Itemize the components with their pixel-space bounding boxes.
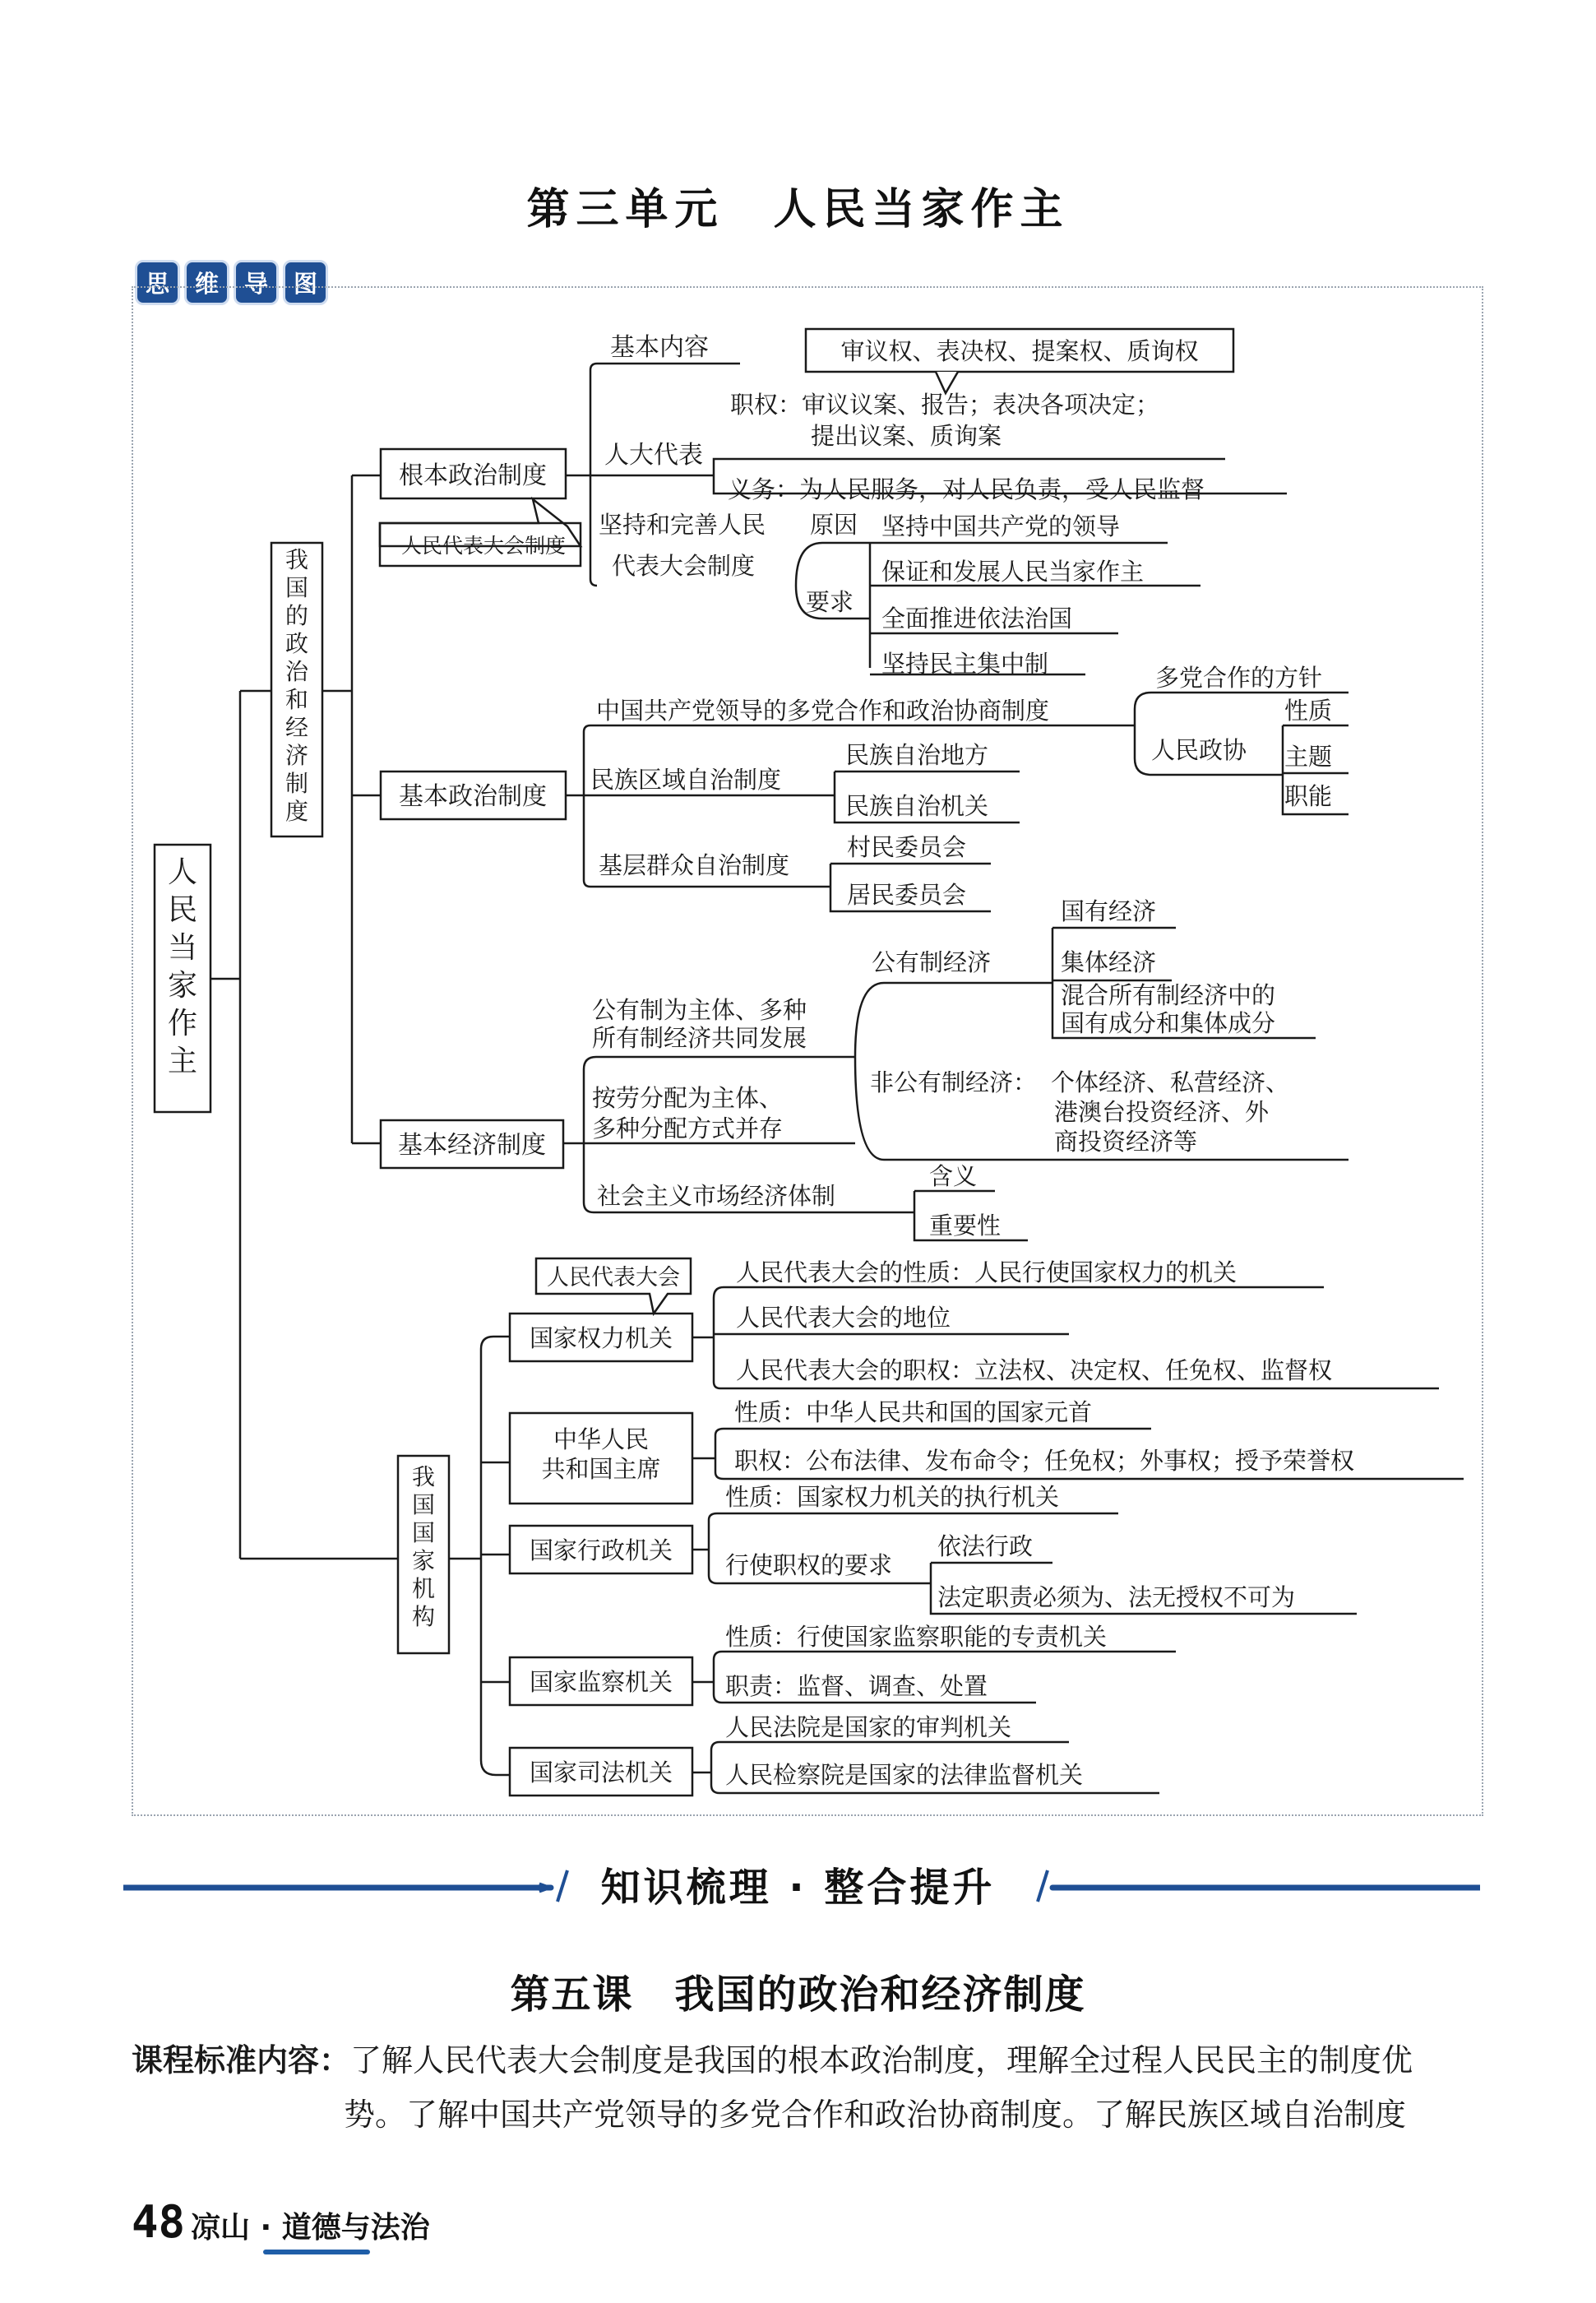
deputies-label: 人大代表: [604, 441, 703, 470]
distribution-line1: 按劳分配为主体、: [592, 1084, 784, 1112]
fundamental-political-node: [380, 449, 581, 566]
ownership-line2: 所有制经济共同发展: [592, 1024, 807, 1052]
vertical-char: 度: [285, 798, 309, 825]
badge-char: 维: [184, 260, 229, 305]
basic-content-label: 基本内容: [610, 333, 709, 362]
power-organ-node: [510, 1258, 692, 1361]
curriculum-line-1: [132, 2038, 1484, 2083]
vertical-char: 和: [285, 686, 309, 713]
vertical-char: 人: [167, 855, 198, 889]
node-label: 基本经济制度: [398, 1131, 546, 1160]
cppcc-item: 职能: [1284, 782, 1333, 810]
president-item: 职权：公布法律、发布命令；任免权；外事权；授予荣誉权: [734, 1447, 1355, 1475]
branch-label: [285, 546, 309, 825]
grassroots-item: 居民委员会: [847, 881, 967, 909]
president-node: [510, 1413, 692, 1504]
cppcc-label: 人民政协: [1151, 736, 1247, 764]
curriculum-line-2: 势。了解中国共产党领导的多党合作和政治协商制度。了解民族区域自治制度: [344, 2097, 1407, 2133]
page-number: 48: [132, 2196, 186, 2248]
vertical-char: 当: [167, 931, 198, 965]
public-item: 集体经济: [1061, 948, 1157, 976]
footer-stripe: [263, 2250, 370, 2254]
rights-box-text: 审议权、表决权、提案权、质询权: [840, 337, 1199, 365]
nonpublic-label: 非公有制经济：: [870, 1068, 1038, 1096]
vertical-char: 国: [411, 1519, 436, 1546]
president-item: 性质：中华人民共和国的国家元首: [734, 1398, 1093, 1426]
req-item: 保证和发展人民当家作主: [881, 558, 1145, 586]
guideline-label: 多党合作的方针: [1155, 664, 1323, 692]
admin-req-item: 依法行政: [937, 1532, 1034, 1560]
basic-political-node: [381, 772, 566, 819]
vertical-char: 我: [411, 1463, 436, 1490]
mixed-line2: 国有成分和集体成分: [1061, 1009, 1276, 1037]
market-label: 社会主义市场经济体制: [597, 1182, 836, 1210]
distribution-line2: 多种分配方式并存: [592, 1114, 784, 1142]
judicial-node: [510, 1748, 692, 1796]
badge-char: 导: [234, 260, 279, 305]
power-item: 人民代表大会的地位: [736, 1304, 951, 1332]
node-label: 中华人民: [553, 1425, 650, 1453]
autonomy-item: 民族自治地方: [845, 741, 989, 769]
nonpublic-line1: 个体经济、私营经济、: [1051, 1068, 1290, 1096]
vertical-char: 国: [285, 574, 309, 601]
branch-political-economic: [271, 543, 322, 836]
vertical-char: 经: [285, 714, 309, 741]
duties-text: 义务：为人民服务，对人民负责，受人民监督: [728, 475, 1205, 503]
basic-economic-node: [381, 1120, 563, 1168]
mixed-line1: 混合所有制经济中的: [1061, 981, 1276, 1009]
lesson-title: 第五课 我国的政治和经济制度: [510, 1972, 1086, 2018]
admin-requirement: 行使职权的要求: [725, 1551, 893, 1579]
vertical-char: 家: [411, 1547, 436, 1574]
market-item: 含义: [929, 1162, 978, 1190]
admin-req-item: 法定职责必须为、法无授权不可为: [937, 1583, 1296, 1611]
req-item: 全面推进依法治国: [881, 605, 1073, 633]
supervisory-item: 性质：行使国家监察职能的专责机关: [725, 1623, 1108, 1651]
market-item: 重要性: [929, 1212, 1002, 1240]
node-label: 国家行政机关: [529, 1536, 673, 1564]
req-item: 坚持中国共产党的领导: [881, 512, 1121, 540]
public-economy: 公有制经济: [872, 948, 992, 976]
admin-nature: 性质：国家权力机关的执行机关: [725, 1483, 1060, 1511]
curriculum-text: 了解人民代表大会制度是我国的根本政治制度，理解全过程人民民主的制度优: [350, 2042, 1413, 2078]
cppcc-item: 性质: [1284, 697, 1333, 725]
regional-autonomy: 民族区域自治制度: [590, 766, 782, 794]
unit-title: 第三单元 人民当家作主: [526, 185, 1070, 234]
power-item: 人民代表大会的职权：立法权、决定权、任免权、监督权: [736, 1356, 1333, 1384]
autonomy-item: 民族自治机关: [845, 792, 989, 820]
nonpublic-line2: 港澳台投资经济、外: [1054, 1098, 1270, 1126]
grassroots-item: 村民委员会: [847, 833, 967, 861]
callout-label: 人民代表大会: [547, 1265, 680, 1291]
reason-label: 原因: [810, 511, 858, 539]
vertical-char: 济: [285, 742, 309, 769]
vertical-char: 民: [167, 893, 198, 927]
vertical-char: 家: [167, 969, 198, 1003]
supervisory-node: [510, 1657, 692, 1705]
vertical-char: 政: [285, 630, 309, 657]
ownership-line1: 公有制为主体、多种: [592, 996, 807, 1024]
page-series: 凉山 · 道德与法治: [191, 2211, 430, 2245]
node-label: 国家权力机关: [529, 1324, 673, 1352]
vertical-char: 构: [411, 1603, 436, 1630]
vertical-char: 的: [285, 602, 309, 629]
root-node: [155, 845, 210, 1112]
uphold-line2: 代表大会制度: [612, 552, 756, 580]
powers-line2: 提出议案、质询案: [811, 422, 1002, 450]
vertical-char: 机: [411, 1575, 436, 1602]
node-label: 基本政治制度: [399, 782, 547, 811]
node-label: 根本政治制度: [399, 461, 547, 490]
req-item: 坚持民主集中制: [881, 650, 1049, 678]
powers-line1: 职权：审议议案、报告；表决各项决定；: [730, 391, 1160, 419]
supervisory-item: 职责：监督、调查、处置: [725, 1672, 988, 1700]
vertical-char: 我: [285, 546, 309, 573]
requirements-label: 要求: [806, 588, 854, 616]
cpc-system: 中国共产党领导的多党合作和政治协商制度: [596, 697, 1050, 725]
nonpublic-line3: 商投资经济等: [1054, 1128, 1198, 1156]
vertical-char: 主: [167, 1045, 198, 1078]
vertical-char: 制: [285, 770, 309, 797]
node-label: 国家监察机关: [529, 1668, 673, 1696]
power-item: 人民代表大会的性质：人民行使国家权力的机关: [736, 1258, 1237, 1286]
uphold-line1: 坚持和完善人民: [599, 511, 766, 539]
vertical-char: 作: [167, 1007, 198, 1040]
branch-label: [412, 1463, 435, 1630]
public-item: 国有经济: [1061, 897, 1157, 925]
vertical-char: 国: [411, 1491, 436, 1518]
vertical-char: 治: [285, 658, 309, 685]
callout-label: 人民代表大会制度: [400, 534, 567, 558]
badge-char: 思: [135, 260, 180, 305]
judicial-item: 人民法院是国家的审判机关: [725, 1713, 1012, 1741]
judicial-item: 人民检察院是国家的法律监督机关: [725, 1761, 1084, 1789]
node-label: 国家司法机关: [529, 1759, 673, 1786]
administrative-node: [510, 1526, 692, 1573]
section-band-title: 知识梳理 · 整合提升: [600, 1865, 996, 1911]
branch-state-organs: [398, 1456, 449, 1653]
node-label: 共和国主席: [541, 1455, 661, 1483]
grassroots-label: 基层群众自治制度: [599, 851, 790, 879]
curriculum-label: 课程标准内容：: [132, 2042, 351, 2078]
badge-char: 图: [283, 260, 328, 305]
cppcc-item: 主题: [1284, 743, 1333, 771]
